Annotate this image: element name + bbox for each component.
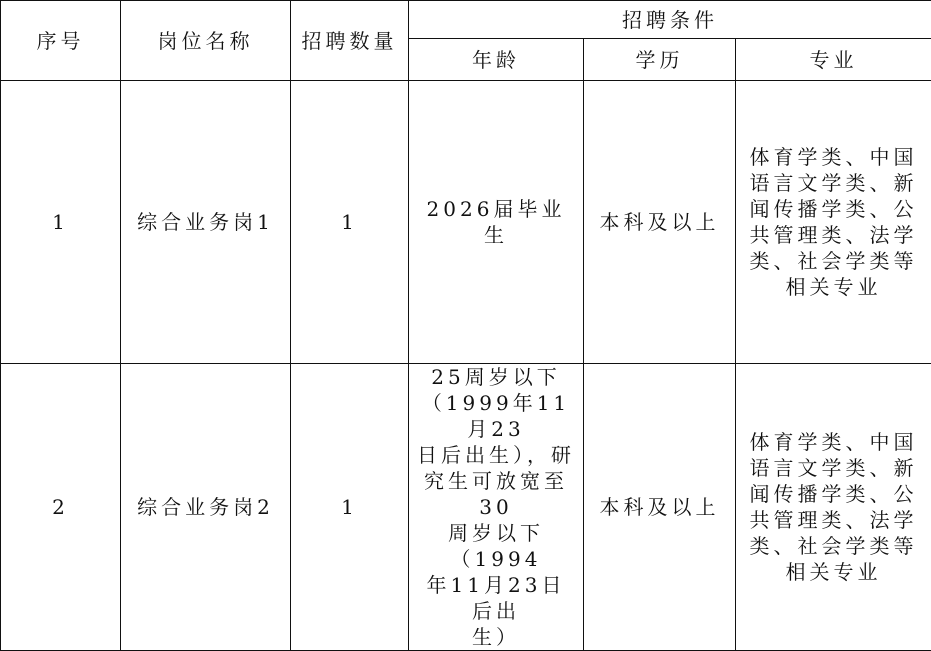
table-row [1, 81, 931, 364]
header-education: 学历 [584, 39, 736, 81]
row-education: 本科及以上 [584, 364, 736, 651]
header-age: 年龄 [409, 39, 584, 81]
table-row [1, 364, 931, 651]
row-major: 体育学类、中国 语言文学类、新 闻传播学类、公 共管理类、法学 类、社会学类等 相关专业 [736, 364, 931, 651]
header-conditions: 招聘条件 [409, 1, 931, 39]
header-major: 专业 [736, 39, 931, 81]
row-index: 2 [1, 364, 121, 651]
table-header [1, 1, 931, 81]
row-age: 2026届毕业生 [409, 81, 584, 364]
header-index: 序号 [1, 1, 121, 81]
row-index: 1 [1, 81, 121, 364]
row-position-name: 综合业务岗1 [121, 81, 291, 364]
row-quota: 1 [291, 364, 409, 651]
row-education: 本科及以上 [584, 81, 736, 364]
header-position-name: 岗位名称 [121, 1, 291, 81]
row-age: 25周岁以下 （1999年11月23 日后出生），研 究生可放宽至30 周岁以下（1994 年11月23日后出 生） [409, 364, 584, 651]
row-quota: 1 [291, 81, 409, 364]
header-row-1 [1, 1, 931, 39]
row-major: 体育学类、中国 语言文学类、新 闻传播学类、公 共管理类、法学 类、社会学类等 相关专业 [736, 81, 931, 364]
row-position-name: 综合业务岗2 [121, 364, 291, 651]
header-quota: 招聘数量 [291, 1, 409, 81]
table-body [1, 81, 931, 651]
